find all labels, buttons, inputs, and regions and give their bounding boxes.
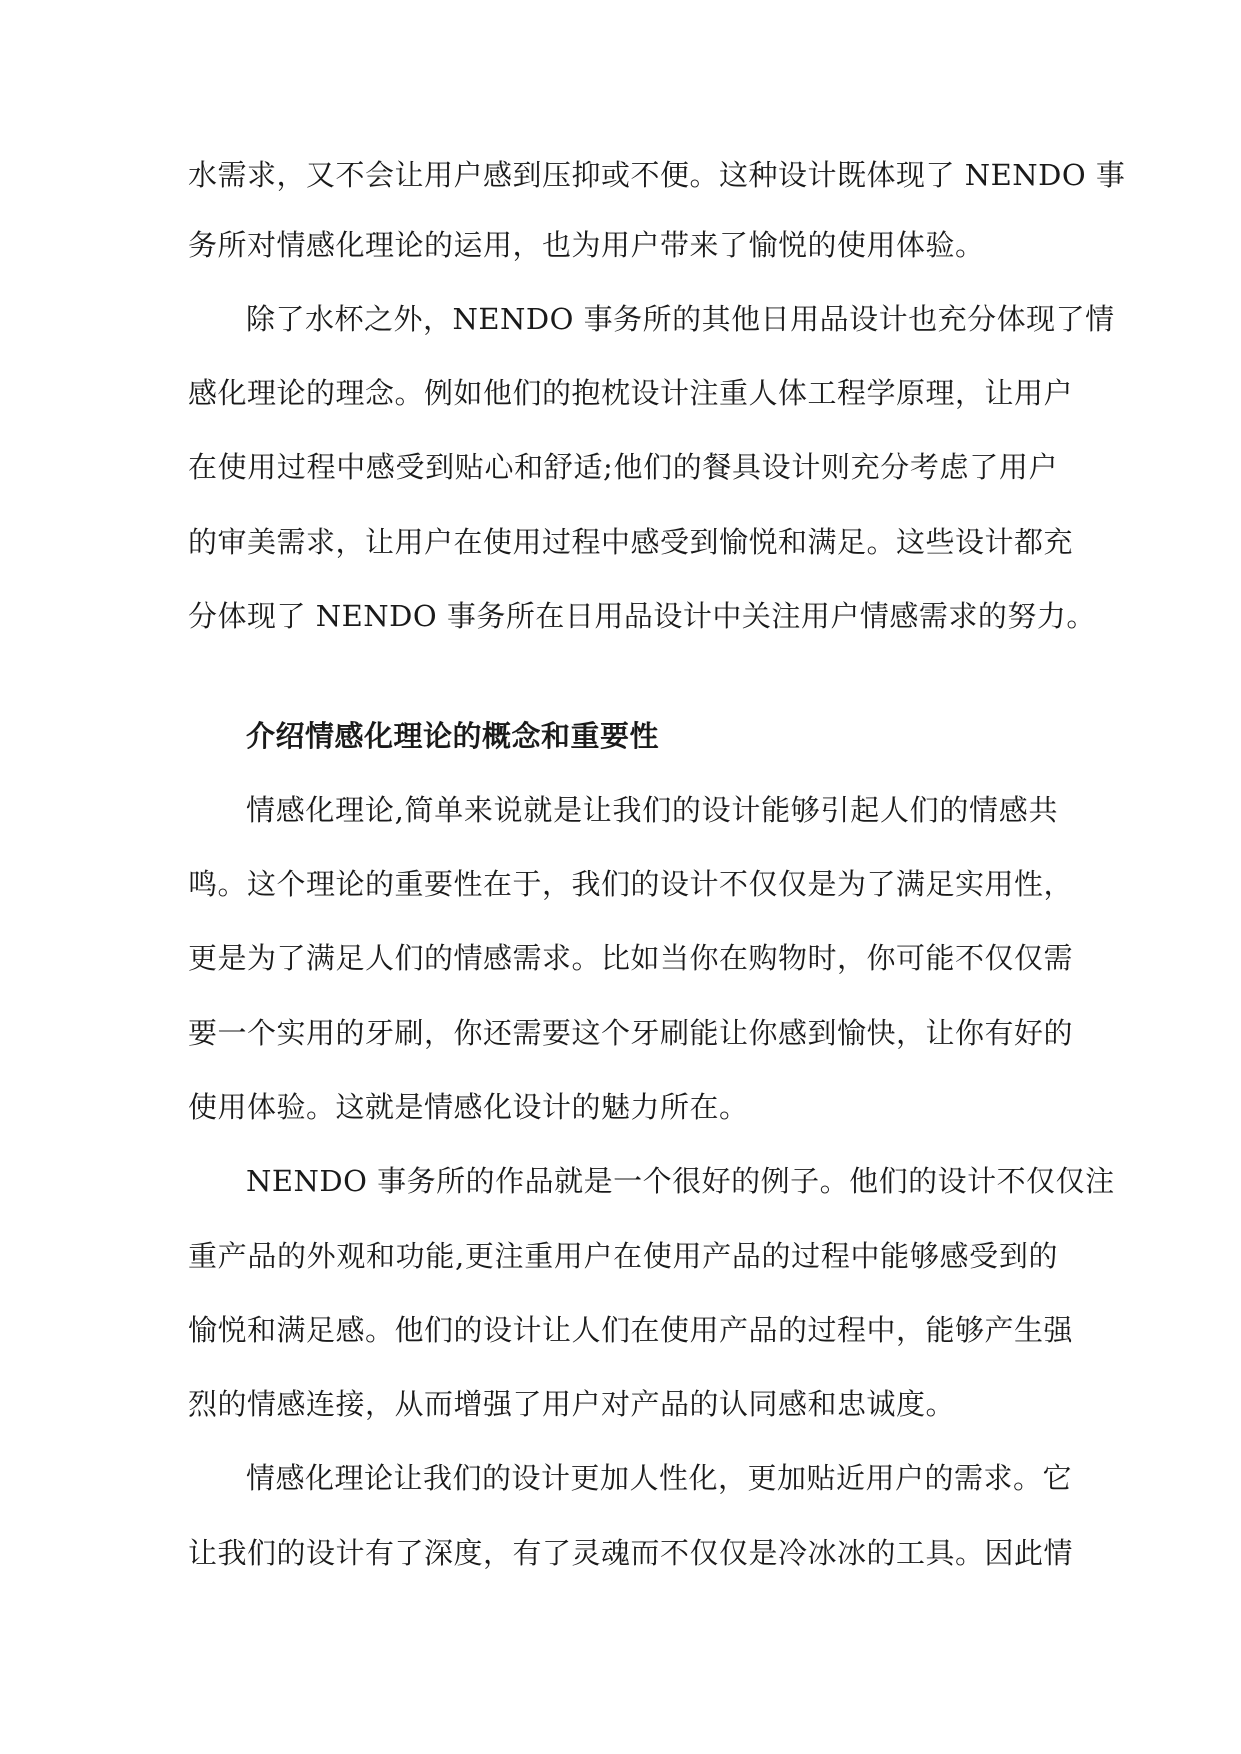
paragraph-2-line-3: 在使用过程中感受到贴心和舒适;他们的餐具设计则充分考虑了用户 (188, 450, 1058, 484)
paragraph-4-line-3: 愉悦和满足感。他们的设计让人们在使用产品的过程中，能够产生强 (188, 1313, 1074, 1347)
paragraph-5-line-1: 情感化理论让我们的设计更加人性化，更加贴近用户的需求。它 (246, 1461, 1073, 1495)
paragraph-4-line-1: NENDO 事务所的作品就是一个很好的例子。他们的设计不仅仅注 (246, 1164, 1115, 1198)
paragraph-2-line-4: 的审美需求，让用户在使用过程中感受到愉悦和满足。这些设计都充 (188, 525, 1074, 559)
paragraph-1-line-1: 水需求，又不会让用户感到压抑或不便。这种设计既体现了 NENDO 事 (188, 158, 1126, 192)
paragraph-2-line-1: 除了水杯之外，NENDO 事务所的其他日用品设计也充分体现了情 (246, 302, 1115, 336)
paragraph-3-line-1: 情感化理论,简单来说就是让我们的设计能够引起人们的情感共 (246, 793, 1058, 827)
paragraph-3-line-5: 使用体验。这就是情感化设计的魅力所在。 (188, 1090, 749, 1124)
paragraph-1-line-2: 务所对情感化理论的运用，也为用户带来了愉悦的使用体验。 (188, 228, 985, 262)
paragraph-4-line-4: 烈的情感连接，从而增强了用户对产品的认同感和忠诚度。 (188, 1387, 956, 1421)
section-heading: 介绍情感化理论的概念和重要性 (246, 719, 660, 753)
paragraph-3-line-2: 鸣。这个理论的重要性在于，我们的设计不仅仅是为了满足实用性， (188, 867, 1074, 901)
paragraph-2-line-5: 分体现了 NENDO 事务所在日用品设计中关注用户情感需求的努力。 (188, 599, 1096, 633)
paragraph-5-line-2: 让我们的设计有了深度，有了灵魂而不仅仅是冷冰冰的工具。因此情 (188, 1536, 1074, 1570)
paragraph-4-line-2: 重产品的外观和功能,更注重用户在使用产品的过程中能够感受到的 (188, 1239, 1058, 1273)
paragraph-3-line-4: 要一个实用的牙刷，你还需要这个牙刷能让你感到愉快，让你有好的 (188, 1016, 1074, 1050)
paragraph-2-line-2: 感化理论的理念。例如他们的抱枕设计注重人体工程学原理，让用户 (188, 376, 1074, 410)
paragraph-3-line-3: 更是为了满足人们的情感需求。比如当你在购物时，你可能不仅仅需 (188, 941, 1074, 975)
